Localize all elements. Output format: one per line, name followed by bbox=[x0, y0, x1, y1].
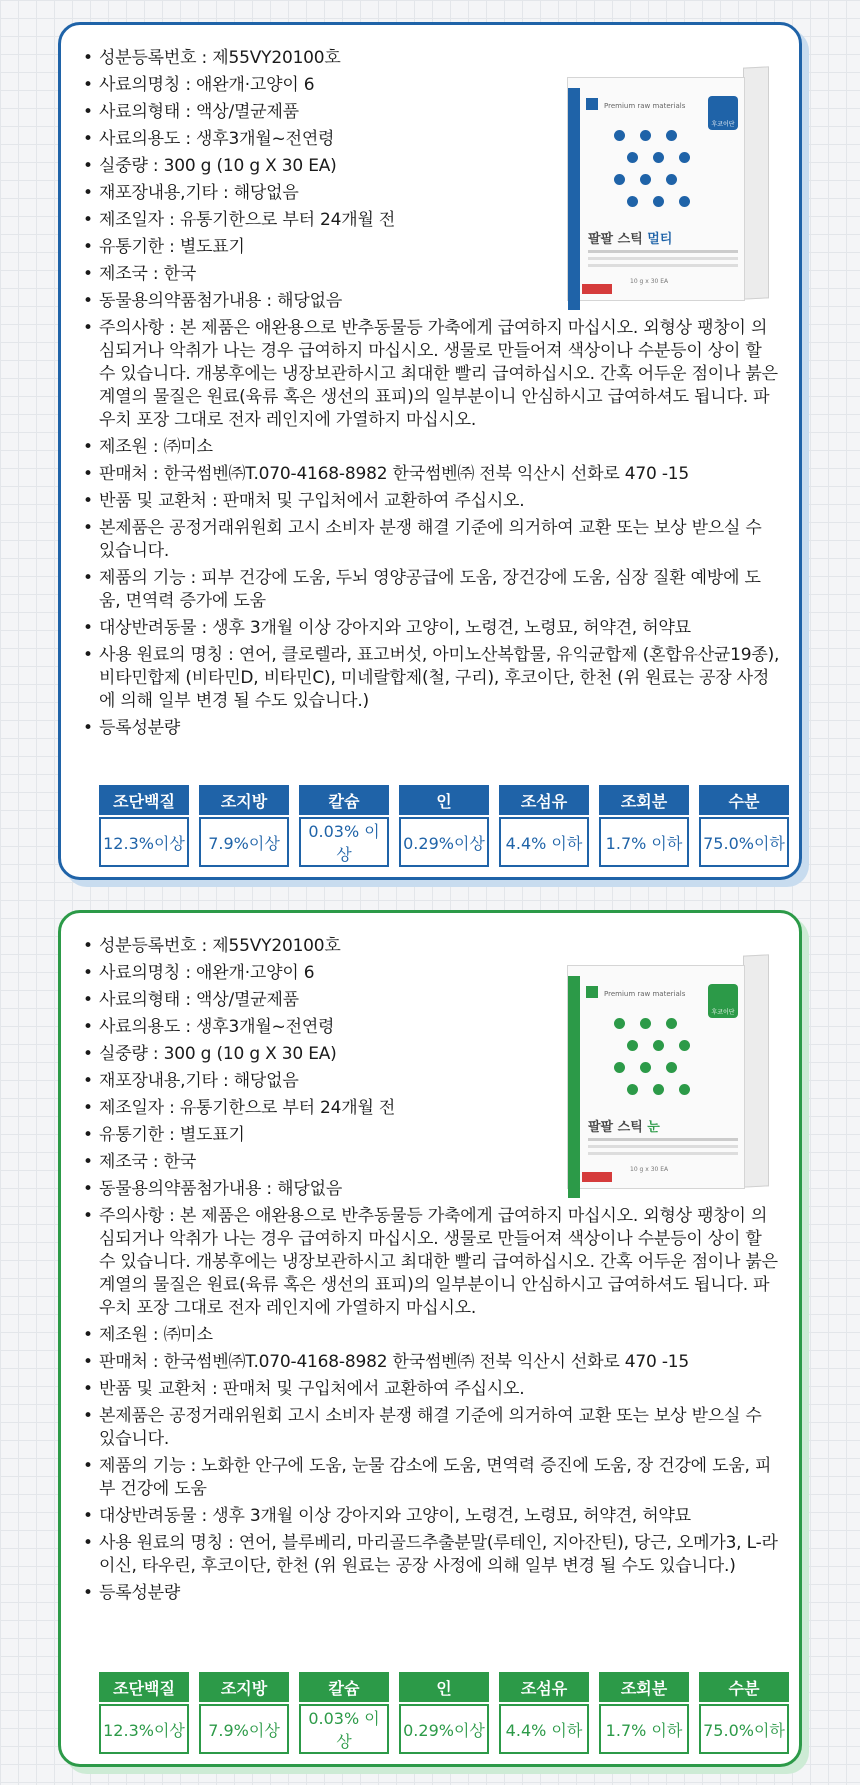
nutrient-value: 0.29%이상 bbox=[399, 1704, 489, 1754]
nutrient-header: 조단백질 bbox=[99, 1672, 189, 1702]
fucoidan-badge: 후코이단 bbox=[708, 96, 738, 130]
nutrient-header: 조회분 bbox=[599, 785, 689, 815]
list-item: • 유통기한 : 별도표기 bbox=[81, 236, 479, 259]
nutrient-header: 인 bbox=[399, 1672, 489, 1702]
list-item: • 반품 및 교환처 : 판매처 및 구입처에서 교환하여 주십시오. bbox=[81, 1378, 781, 1401]
list-item: • 본제품은 공정거래위원회 고시 소비자 분쟁 해결 기준에 의거하여 교환 또는 보상 받으실 수 있습니다. bbox=[81, 517, 781, 563]
nutrient-header-row bbox=[99, 1672, 789, 1702]
list-item: • 판매처 : 한국썸벤㈜T.070-4168-8982 한국썸벤㈜ 전북 익산시 선화로 470 -15 bbox=[81, 463, 781, 486]
nutrient-header: 조지방 bbox=[199, 1672, 289, 1702]
box-product-name-highlight: 멀티 bbox=[647, 232, 673, 247]
list-item: • 사료의형태 : 액상/멸균제품 bbox=[81, 101, 479, 124]
list-item: • 사료의용도 : 생후3개월~전연령 bbox=[81, 1016, 479, 1039]
list-item: • 재포장내용,기타 : 해당없음 bbox=[81, 1070, 479, 1093]
nutrient-header: 조섬유 bbox=[499, 785, 589, 815]
list-item: • 재포장내용,기타 : 해당없음 bbox=[81, 182, 479, 205]
nutrient-value: 1.7% 이하 bbox=[599, 817, 689, 867]
list-item: • 주의사항 : 본 제품은 애완용으로 반추동물등 가축에게 급여하지 마십시오. 외형상 팽창이 의심되거나 악취가 나는 경우 급여하지 마십시오. 생물로 만들어져 색상이나 수분등이 상이 할 수 있습니다. 개봉후에는 냉장보관하시고 최대한 빨리 급여하십시오. 간혹 어두운 점이나 붉은 계열의 물질은 원료(육류 혹은 생선의 표피)의 일부분이니 안심하시고 급여하셔도 됩니다. 파우치 포장 그대로 전자 레인지에 가열하지 마십시오. bbox=[81, 317, 781, 432]
nutrient-value-row bbox=[99, 817, 789, 867]
list-item: • 동물용의약품첨가내용 : 해당없음 bbox=[81, 290, 479, 313]
nutrient-value: 0.03% 이상 bbox=[299, 1704, 389, 1754]
nutrient-value: 4.4% 이하 bbox=[499, 1704, 589, 1754]
list-item: • 사용 원료의 명칭 : 연어, 블루베리, 마리골드추출분말(루테인, 지아잔틴), 당근, 오메가3, L-라이신, 타우린, 후코이단, 한천 (위 원료는 공장 사정에 의해 일부 변경 될 수도 있습니다.) bbox=[81, 1532, 781, 1578]
list-item: • 제조원 : ㈜미소 bbox=[81, 1324, 781, 1347]
box-product-name-highlight: 눈 bbox=[647, 1120, 660, 1135]
box-product-name-prefix: 팔팔 스틱 bbox=[588, 1120, 643, 1135]
list-item: • 대상반려동물 : 생후 3개월 이상 강아지와 고양이, 노령견, 노령묘, 허약견, 허약묘 bbox=[81, 617, 781, 640]
nutrient-value-row bbox=[99, 1704, 789, 1754]
list-item: • 판매처 : 한국썸벤㈜T.070-4168-8982 한국썸벤㈜ 전북 익산시 선화로 470 -15 bbox=[81, 1351, 781, 1374]
list-item: • 반품 및 교환처 : 판매처 및 구입처에서 교환하여 주십시오. bbox=[81, 490, 781, 513]
list-item: • 대상반려동물 : 생후 3개월 이상 강아지와 고양이, 노령견, 노령묘, 허약견, 허약묘 bbox=[81, 1505, 781, 1528]
info-list bbox=[81, 935, 781, 1609]
list-item: • 실중량 : 300 g (10 g X 30 EA) bbox=[81, 155, 479, 178]
nutrient-table bbox=[89, 783, 799, 869]
info-list bbox=[81, 47, 781, 744]
nutrient-value: 0.29%이상 bbox=[399, 817, 489, 867]
fucoidan-badge: 후코이단 bbox=[708, 984, 738, 1018]
nutrient-value: 75.0%이하 bbox=[699, 817, 789, 867]
list-item: • 제조국 : 한국 bbox=[81, 1151, 479, 1174]
nutrient-header: 칼슘 bbox=[299, 1672, 389, 1702]
nutrient-value: 0.03% 이상 bbox=[299, 817, 389, 867]
box-weight: 10 g x 30 EA bbox=[630, 1166, 669, 1173]
nutrient-header-row bbox=[99, 785, 789, 815]
nutrient-value: 1.7% 이하 bbox=[599, 1704, 689, 1754]
list-item: • 성분등록번호 : 제55VY20100호 bbox=[81, 47, 479, 70]
nutrient-value: 4.4% 이하 bbox=[499, 817, 589, 867]
list-item: • 사료의용도 : 생후3개월~전연령 bbox=[81, 128, 479, 151]
list-item: • 유통기한 : 별도표기 bbox=[81, 1124, 479, 1147]
product-info-card-multi bbox=[58, 22, 802, 880]
box-premium-text: Premium raw materials bbox=[604, 990, 686, 998]
nutrient-header: 조지방 bbox=[199, 785, 289, 815]
list-item: • 제조일자 : 유통기한으로 부터 24개월 전 bbox=[81, 1097, 479, 1120]
list-item: • 제조원 : ㈜미소 bbox=[81, 436, 781, 459]
list-item: • 주의사항 : 본 제품은 애완용으로 반추동물등 가축에게 급여하지 마십시오. 외형상 팽창이 의심되거나 악취가 나는 경우 급여하지 마십시오. 생물로 만들어져 색상이나 수분등이 상이 할 수 있습니다. 개봉후에는 냉장보관하시고 최대한 빨리 급여하십시오. 간혹 어두운 점이나 붉은 계열의 물질은 원료(육류 혹은 생선의 표피)의 일부분이니 안심하시고 급여하셔도 됩니다. 파우치 포장 그대로 전자 레인지에 가열하지 마십시오. bbox=[81, 1205, 781, 1320]
box-premium-text: Premium raw materials bbox=[604, 102, 686, 110]
list-item: • 제조국 : 한국 bbox=[81, 263, 479, 286]
product-info-card-eye bbox=[58, 910, 802, 1767]
list-item: • 제품의 기능 : 피부 건강에 도움, 두뇌 영양공급에 도움, 장건강에 도움, 심장 질환 예방에 도움, 면역력 증가에 도움 bbox=[81, 567, 781, 613]
nutrient-header: 수분 bbox=[699, 1672, 789, 1702]
list-item: • 본제품은 공정거래위원회 고시 소비자 분쟁 해결 기준에 의거하여 교환 또는 보상 받으실 수 있습니다. bbox=[81, 1405, 781, 1451]
nutrient-header: 칼슘 bbox=[299, 785, 389, 815]
box-weight: 10 g x 30 EA bbox=[630, 278, 669, 285]
nutrient-header: 조섬유 bbox=[499, 1672, 589, 1702]
nutrient-value: 12.3%이상 bbox=[99, 1704, 189, 1754]
box-product-name-prefix: 팔팔 스틱 bbox=[588, 232, 643, 247]
list-item: • 등록성분량 bbox=[81, 717, 781, 740]
list-item: • 사용 원료의 명칭 : 연어, 클로렐라, 표고버섯, 아미노산복합물, 유익균합제 (혼합유산균19종), 비타민합제 (비타민D, 비타민C), 미네랄합제(철, 구리), 후코이단, 한천 (위 원료는 공장 사정에 의해 일부 변경 될 수도 있습니다.) bbox=[81, 644, 781, 713]
list-item: • 실중량 : 300 g (10 g X 30 EA) bbox=[81, 1043, 479, 1066]
nutrient-header: 수분 bbox=[699, 785, 789, 815]
nutrient-table bbox=[89, 1670, 799, 1756]
list-item: • 성분등록번호 : 제55VY20100호 bbox=[81, 935, 479, 958]
nutrient-value: 7.9%이상 bbox=[199, 1704, 289, 1754]
nutrient-header: 인 bbox=[399, 785, 489, 815]
list-item: • 사료의형태 : 액상/멸균제품 bbox=[81, 989, 479, 1012]
nutrient-value: 75.0%이하 bbox=[699, 1704, 789, 1754]
nutrient-header: 조단백질 bbox=[99, 785, 189, 815]
list-item: • 동물용의약품첨가내용 : 해당없음 bbox=[81, 1178, 479, 1201]
nutrient-header: 조회분 bbox=[599, 1672, 689, 1702]
list-item: • 사료의명칭 : 애완개·고양이 6 bbox=[81, 74, 479, 97]
nutrient-value: 12.3%이상 bbox=[99, 817, 189, 867]
list-item: • 제조일자 : 유통기한으로 부터 24개월 전 bbox=[81, 209, 479, 232]
list-item: • 등록성분량 bbox=[81, 1582, 781, 1605]
nutrient-value: 7.9%이상 bbox=[199, 817, 289, 867]
list-item: • 제품의 기능 : 노화한 안구에 도움, 눈물 감소에 도움, 면역력 증진에 도움, 장 건강에 도움, 피부 건강에 도움 bbox=[81, 1455, 781, 1501]
list-item: • 사료의명칭 : 애완개·고양이 6 bbox=[81, 962, 479, 985]
